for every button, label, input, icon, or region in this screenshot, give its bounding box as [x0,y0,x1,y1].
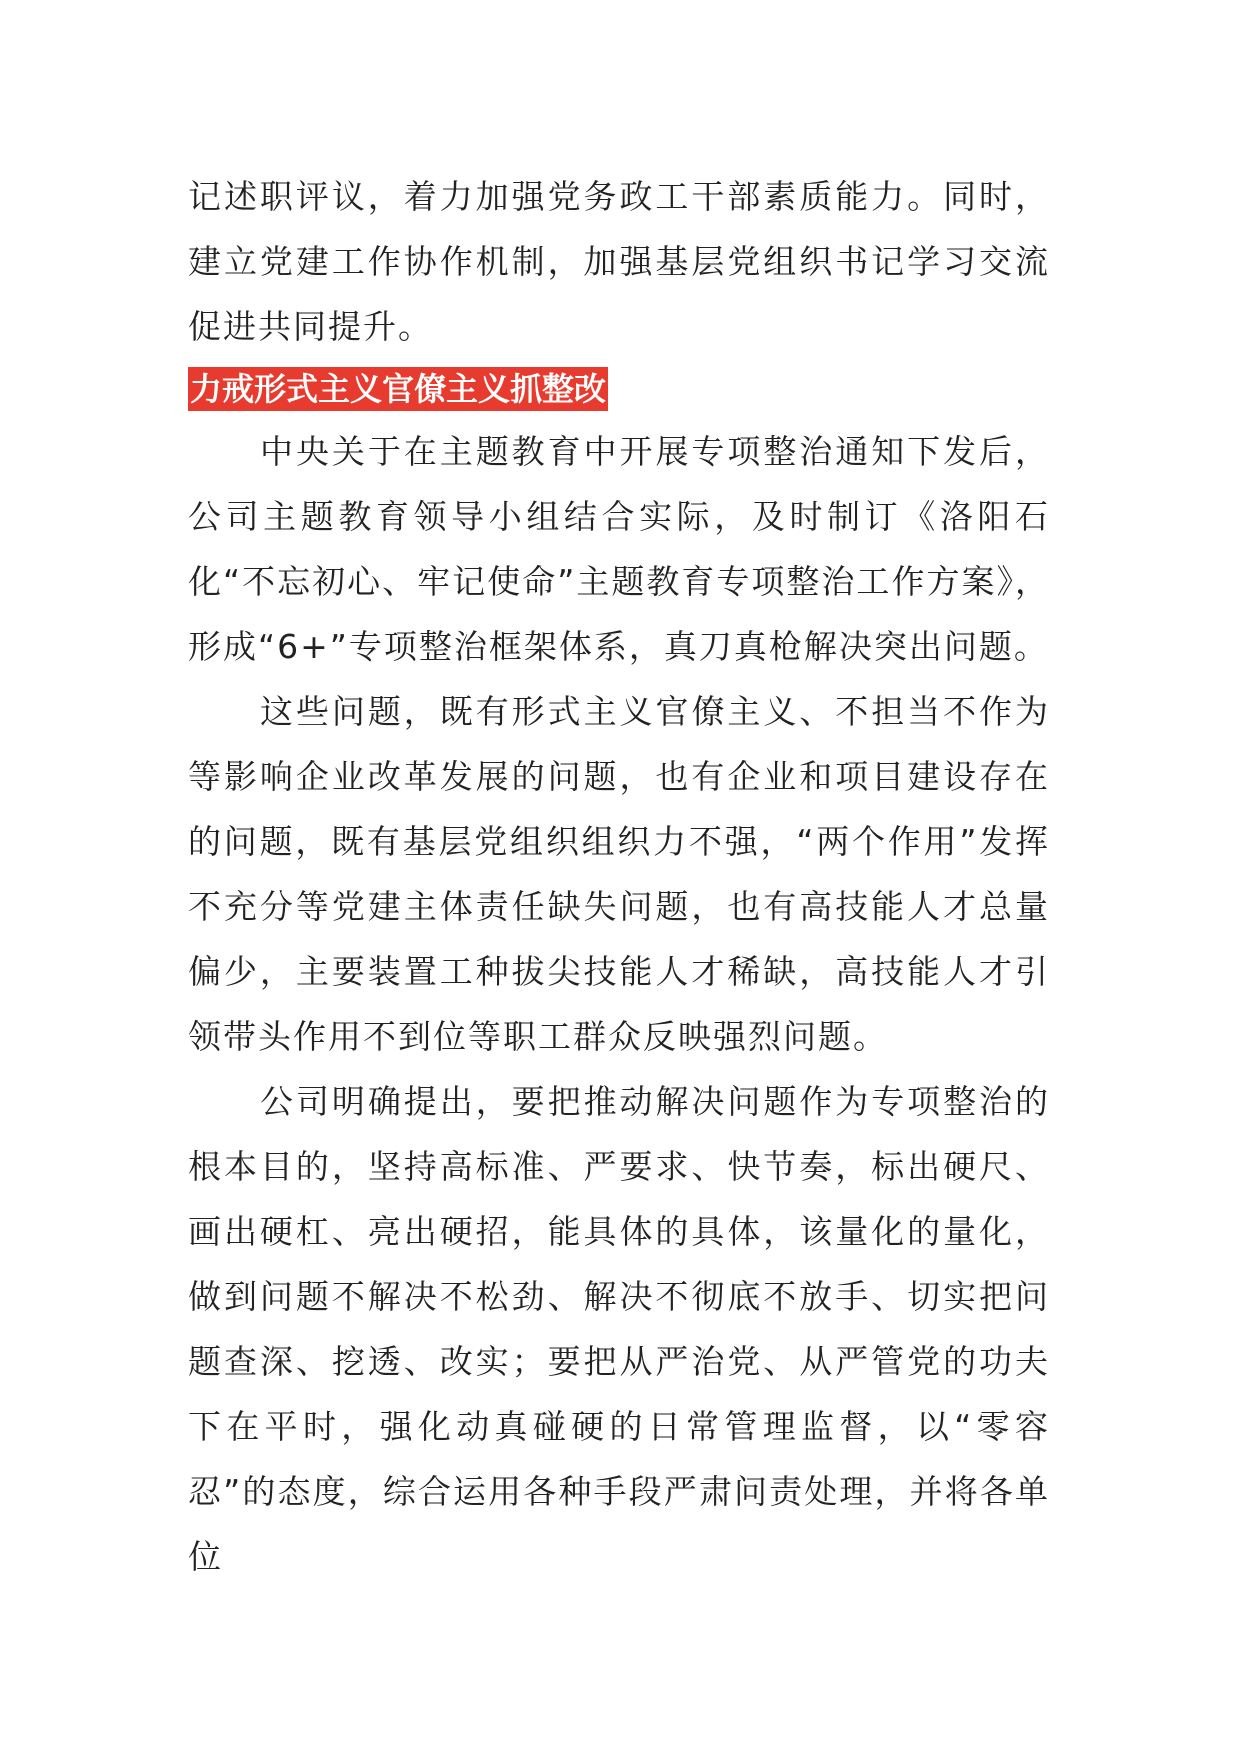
document-body [188,164,1050,1589]
section-heading-row [188,359,1050,419]
paragraph-notice: 中央关于在主题教育中开展专项整治通知下发后，公司主题教育领导小组结合实际，及时制订《洛阳石化“不忘初心、牢记使命”主题教育专项整治工作方案》，形成“6+”专项整治框架体系，真刀真枪解决突出问题。 [188,432,1050,666]
paragraph-continuation: 记述职评议，着力加强党务政工干部素质能力。同时，建立党建工作协作机制，加强基层党组织书记学习交流促进共同提升。 [188,177,1050,346]
paragraph-requirements: 公司明确提出，要把推动解决问题作为专项整治的根本目的，坚持高标准、严要求、快节奏，标出硬尺、画出硬杠、亮出硬招，能具体的具体，该量化的量化，做到问题不解决不松劲、解决不彻底不放手、切实把问题查深、挖透、改实；要把从严治党、从严管党的功夫下在平时，强化动真碰硬的日常管理监督，以“零容忍”的态度，综合运用各种手段严肃问责处理，并将各单位 [188,1082,1050,1576]
section-heading: 力戒形式主义官僚主义抓整改 [188,367,608,411]
paragraph-problems: 这些问题，既有形式主义官僚主义、不担当不作为等影响企业改革发展的问题，也有企业和项目建设存在的问题，既有基层党组织组织力不强，“两个作用”发挥不充分等党建主体责任缺失问题，也有高技能人才总量偏少，主要装置工种拔尖技能人才稀缺，高技能人才引领带头作用不到位等职工群众反映强烈问题。 [188,692,1050,1056]
